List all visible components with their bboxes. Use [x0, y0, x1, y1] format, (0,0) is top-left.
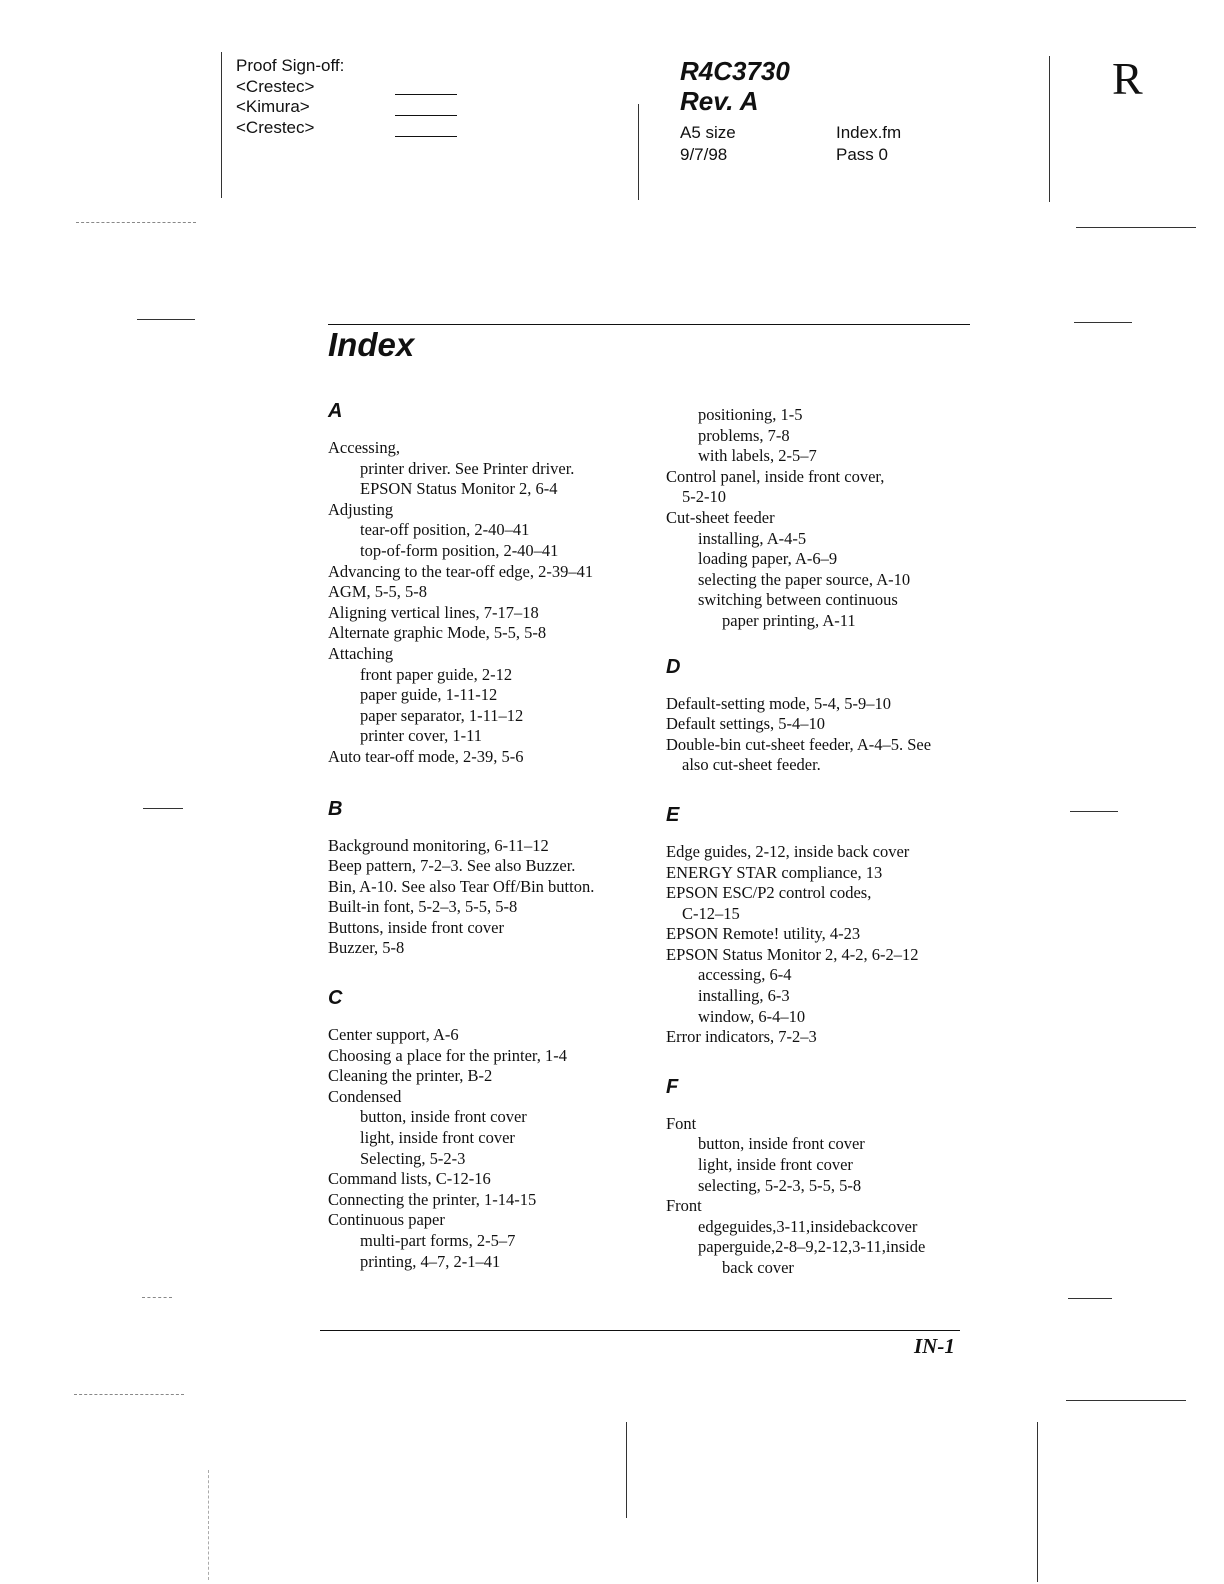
crop-mark: [626, 1422, 627, 1518]
index-entry: installing, 6-3: [698, 986, 790, 1006]
index-section: [660, 405, 970, 632]
index-entry: Background monitoring, 6-11–12: [328, 835, 549, 855]
index-entry: Front: [666, 1196, 702, 1216]
page-number: IN-1: [914, 1334, 955, 1358]
index-entry: Aligning vertical lines, 7-17–18: [328, 602, 539, 622]
index-entry: button, inside front cover: [360, 1107, 527, 1127]
index-entry: Cleaning the printer, B-2: [328, 1066, 493, 1086]
index-entry: Bin, A-10. See also Tear Off/Bin button.: [328, 876, 595, 896]
index-entry: Built-in font, 5-2–3, 5-5, 5-8: [328, 897, 518, 917]
crop-mark: [1076, 227, 1196, 228]
crop-mark: [74, 1394, 184, 1395]
entry-list: [660, 842, 970, 1048]
section-letter: C: [328, 987, 343, 1010]
pass-number: Pass 0: [836, 145, 888, 164]
page-title: Index: [328, 326, 415, 363]
index-entry: switching between continuous: [698, 590, 898, 610]
entry-list: [322, 1025, 632, 1272]
page-size: A5 size: [680, 123, 736, 142]
index-column-right: [660, 405, 970, 1307]
index-entry: Continuous paper: [328, 1210, 445, 1230]
index-entry: Selecting, 5-2-3: [360, 1148, 466, 1168]
section-letter: A: [328, 400, 343, 422]
index-section: [322, 987, 632, 1272]
index-entry: Center support, A-6: [328, 1025, 459, 1045]
index-entry: EPSON ESC/P2 control codes,: [666, 883, 872, 903]
index-entry: multi-part forms, 2-5–7: [360, 1231, 516, 1250]
doc-date: 9/7/98: [680, 145, 728, 164]
signoff-row: <Crestec>: [236, 76, 315, 96]
crop-mark: [1066, 1400, 1186, 1401]
crop-mark: [76, 222, 196, 223]
signature-line: [395, 115, 457, 116]
index-entry: Accessing,: [328, 438, 400, 457]
entry-list: [660, 694, 970, 776]
index-entry: paper separator, 1-11–12: [360, 705, 524, 725]
index-entry: front paper guide, 2-12: [360, 664, 513, 684]
footer-rule: [320, 1330, 960, 1331]
entry-list: [322, 836, 632, 960]
doc-code: R4C3730: [680, 56, 790, 86]
index-entry: edgeguides,3-11,insidebackcover: [698, 1216, 918, 1236]
index-entry: Double-bin cut-sheet feeder, A-4–5. See: [666, 734, 932, 754]
crop-mark: [137, 319, 195, 320]
index-entry: 5-2-10: [682, 487, 726, 507]
index-entry: printing, 4–7, 2-1–41: [360, 1251, 501, 1271]
index-entry: with labels, 2-5–7: [698, 446, 817, 466]
doc-meta-left: [680, 122, 736, 166]
proof-signoff-block: [236, 56, 344, 138]
index-entry: top-of-form position, 2-40–41: [360, 540, 559, 560]
index-entry: paperguide,2-8–9,2-12,3-11,inside: [698, 1237, 926, 1257]
index-entry: Edge guides, 2-12, inside back cover: [666, 841, 910, 861]
section-letter: F: [666, 1075, 679, 1098]
index-entry: EPSON Status Monitor 2, 6-4: [360, 479, 558, 499]
crop-mark: [221, 52, 222, 198]
signoff-row: <Kimura>: [236, 97, 310, 116]
index-entry: Alternate graphic Mode, 5-5, 5-8: [328, 623, 547, 643]
index-entry: AGM, 5-5, 5-8: [328, 582, 427, 602]
index-entry: light, inside front cover: [360, 1128, 515, 1148]
index-entry: Default-setting mode, 5-4, 5-9–10: [666, 693, 891, 713]
index-entry: Choosing a place for the printer, 1-4: [328, 1045, 567, 1065]
crop-mark: [1049, 56, 1050, 202]
index-entry: tear-off position, 2-40–41: [360, 520, 530, 540]
index-entry: Condensed: [328, 1086, 402, 1106]
crop-mark: [143, 808, 183, 809]
index-entry: window, 6-4–10: [698, 1006, 806, 1026]
signoff-row: <Crestec>: [236, 117, 315, 137]
index-section: [322, 400, 632, 768]
corner-letter: R: [1112, 53, 1143, 104]
entry-list: [322, 438, 632, 768]
index-entry: Connecting the printer, 1-14-15: [328, 1189, 537, 1209]
doc-meta-right: [836, 122, 901, 166]
signature-line: [395, 94, 457, 95]
section-letter: E: [666, 803, 680, 826]
index-entry: accessing, 6-4: [698, 965, 792, 985]
section-letter: B: [328, 797, 343, 820]
crop-mark: [1074, 322, 1132, 323]
index-entry: printer driver. See Printer driver.: [360, 458, 575, 478]
index-section: [322, 798, 632, 960]
revision: Rev. A: [680, 86, 759, 116]
index-entry: paper printing, A-11: [722, 610, 856, 630]
entry-list: [660, 405, 970, 632]
index-entry: loading paper, A-6–9: [698, 549, 838, 569]
crop-mark: [142, 1297, 172, 1298]
crop-mark: [638, 104, 639, 200]
crop-mark: [1068, 1298, 1112, 1299]
index-entry: printer cover, 1-11: [360, 726, 482, 746]
index-entry: Beep pattern, 7-2–3. See also Buzzer.: [328, 856, 576, 876]
index-entry: button, inside front cover: [698, 1134, 865, 1154]
index-entry: EPSON Status Monitor 2, 4-2, 6-2–12: [666, 944, 919, 964]
index-entry: light, inside front cover: [698, 1155, 853, 1175]
index-entry: selecting the paper source, A-10: [698, 569, 911, 589]
index-entry: also cut-sheet feeder.: [682, 755, 821, 775]
signature-line: [395, 136, 457, 137]
index-entry: selecting, 5-2-3, 5-5, 5-8: [698, 1175, 862, 1195]
index-entry: problems, 7-8: [698, 425, 790, 445]
index-entry: Control panel, inside front cover,: [666, 466, 885, 486]
index-entry: Default settings, 5-4–10: [666, 714, 826, 734]
index-section: [660, 656, 970, 776]
index-column-left: [322, 400, 632, 1300]
section-letter: D: [666, 655, 681, 678]
index-entry: Advancing to the tear-off edge, 2-39–41: [328, 561, 594, 581]
index-entry: Font: [666, 1113, 697, 1133]
index-entry: Auto tear-off mode, 2-39, 5-6: [328, 746, 524, 766]
index-section: [660, 1076, 970, 1279]
index-entry: Command lists, C-12-16: [328, 1169, 491, 1189]
crop-mark: [208, 1470, 209, 1580]
index-entry: paper guide, 1-11-12: [360, 685, 498, 705]
index-entry: Buttons, inside front cover: [328, 917, 504, 937]
index-entry: Cut-sheet feeder: [666, 507, 775, 527]
index-entry: Attaching: [328, 643, 394, 663]
document-id: [680, 56, 790, 116]
index-entry: installing, A-4-5: [698, 528, 807, 548]
index-entry: C-12–15: [682, 903, 740, 923]
index-entry: ENERGY STAR compliance, 13: [666, 862, 883, 882]
crop-mark: [1037, 1422, 1038, 1582]
index-entry: Buzzer, 5-8: [328, 938, 405, 958]
index-entry: EPSON Remote! utility, 4-23: [666, 924, 861, 944]
title-rule: [328, 324, 970, 325]
entry-list: [660, 1114, 970, 1279]
signoff-title: Proof Sign-off:: [236, 56, 345, 75]
crop-mark: [1070, 811, 1118, 812]
index-entry: positioning, 1-5: [698, 405, 803, 424]
index-entry: Error indicators, 7-2–3: [666, 1027, 817, 1047]
index-section: [660, 804, 970, 1048]
index-entry: Adjusting: [328, 499, 394, 519]
file-name: Index.fm: [836, 123, 902, 142]
index-entry: back cover: [722, 1258, 794, 1277]
